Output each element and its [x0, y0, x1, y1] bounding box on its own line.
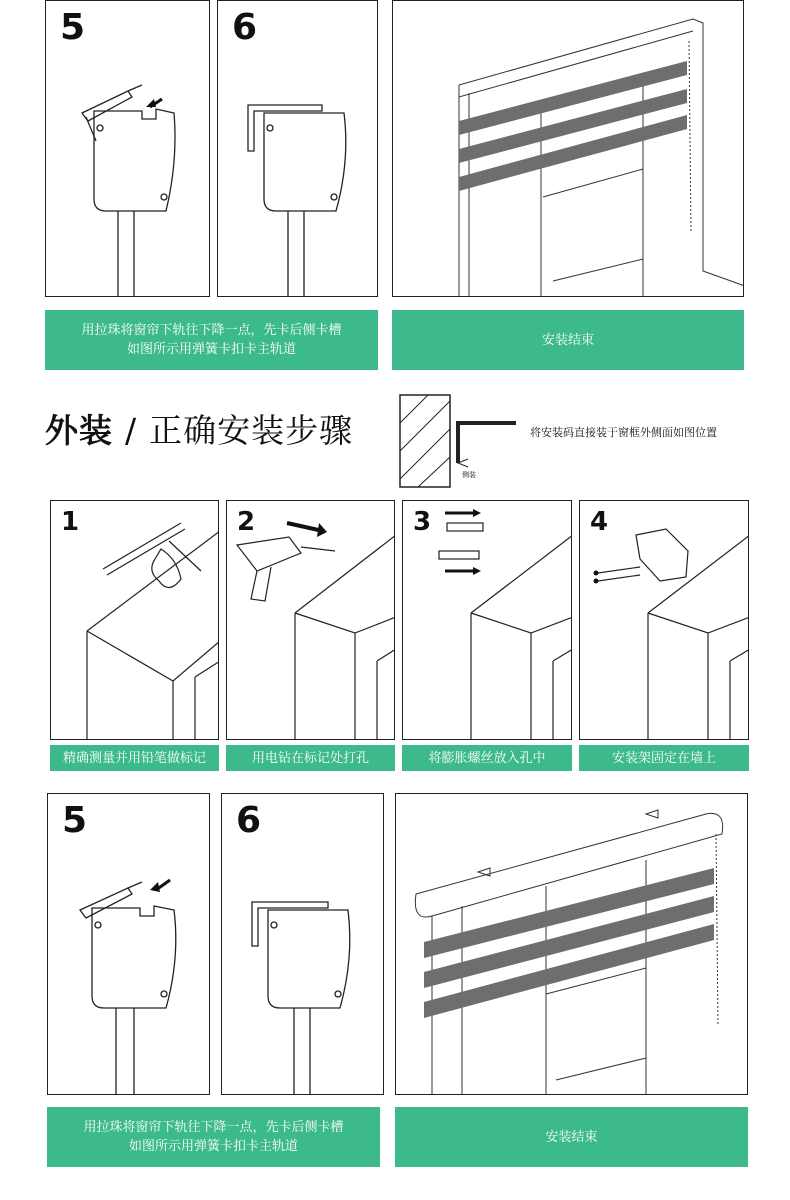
- bracket-locked-diagram: [218, 1, 378, 297]
- top-left-caption: 用拉珠将窗帘下轨往下降一点，先卡后侧卡槽 如图所示用弹簧卡扣卡主轨道: [45, 310, 378, 370]
- step-number: 4: [590, 507, 609, 537]
- drill-diagram: [227, 501, 395, 740]
- bottom-step6-panel: [221, 793, 384, 1095]
- measure-mark-diagram: [51, 501, 219, 740]
- anchor-insert-diagram: [403, 501, 572, 740]
- step2-caption: 用电钻在标记处打孔: [226, 745, 395, 771]
- step2-panel: [226, 500, 395, 740]
- step3-panel: [402, 500, 572, 740]
- step4-panel: [579, 500, 749, 740]
- step-number: 5: [60, 7, 86, 48]
- finished-blind-diagram: [393, 1, 744, 297]
- step4-caption: 安装架固定在墙上: [579, 745, 749, 771]
- side-label: 侧装: [462, 471, 476, 479]
- bracket-fix-diagram: [580, 501, 749, 740]
- top-right-caption: 安装结束: [392, 310, 744, 370]
- top-step6-panel: [217, 0, 378, 297]
- top-step5-panel: [45, 0, 210, 297]
- step1-caption: 精确测量并用铅笔做标记: [50, 745, 219, 771]
- step-number: 5: [62, 800, 88, 841]
- bracket-clip-diagram: [46, 1, 210, 297]
- top-finished-panel: [392, 0, 744, 297]
- bottom-step5-panel: [47, 793, 210, 1095]
- step-number: 1: [61, 507, 80, 537]
- section-title: 外装 / 正确安装步骤: [45, 411, 354, 450]
- step-number: 3: [413, 507, 432, 537]
- step-number: 2: [237, 507, 256, 537]
- bottom-left-caption: 用拉珠将窗帘下轨往下降一点，先卡后侧卡槽 如图所示用弹簧卡扣卡主轨道: [47, 1107, 380, 1167]
- bottom-right-caption: 安装结束: [395, 1107, 748, 1167]
- section-note: 将安装码直接装于窗框外侧面如图位置: [530, 426, 717, 439]
- bracket-locked-diagram: [222, 794, 384, 1095]
- finished-blind-diagram: [396, 794, 748, 1095]
- step3-caption: 将膨胀螺丝放入孔中: [402, 745, 572, 771]
- step-number: 6: [232, 7, 258, 48]
- bottom-finished-panel: [395, 793, 748, 1095]
- bracket-clip-diagram: [48, 794, 210, 1095]
- step-number: 6: [236, 800, 262, 841]
- side-mount-icon: [398, 393, 518, 493]
- step1-panel: [50, 500, 219, 740]
